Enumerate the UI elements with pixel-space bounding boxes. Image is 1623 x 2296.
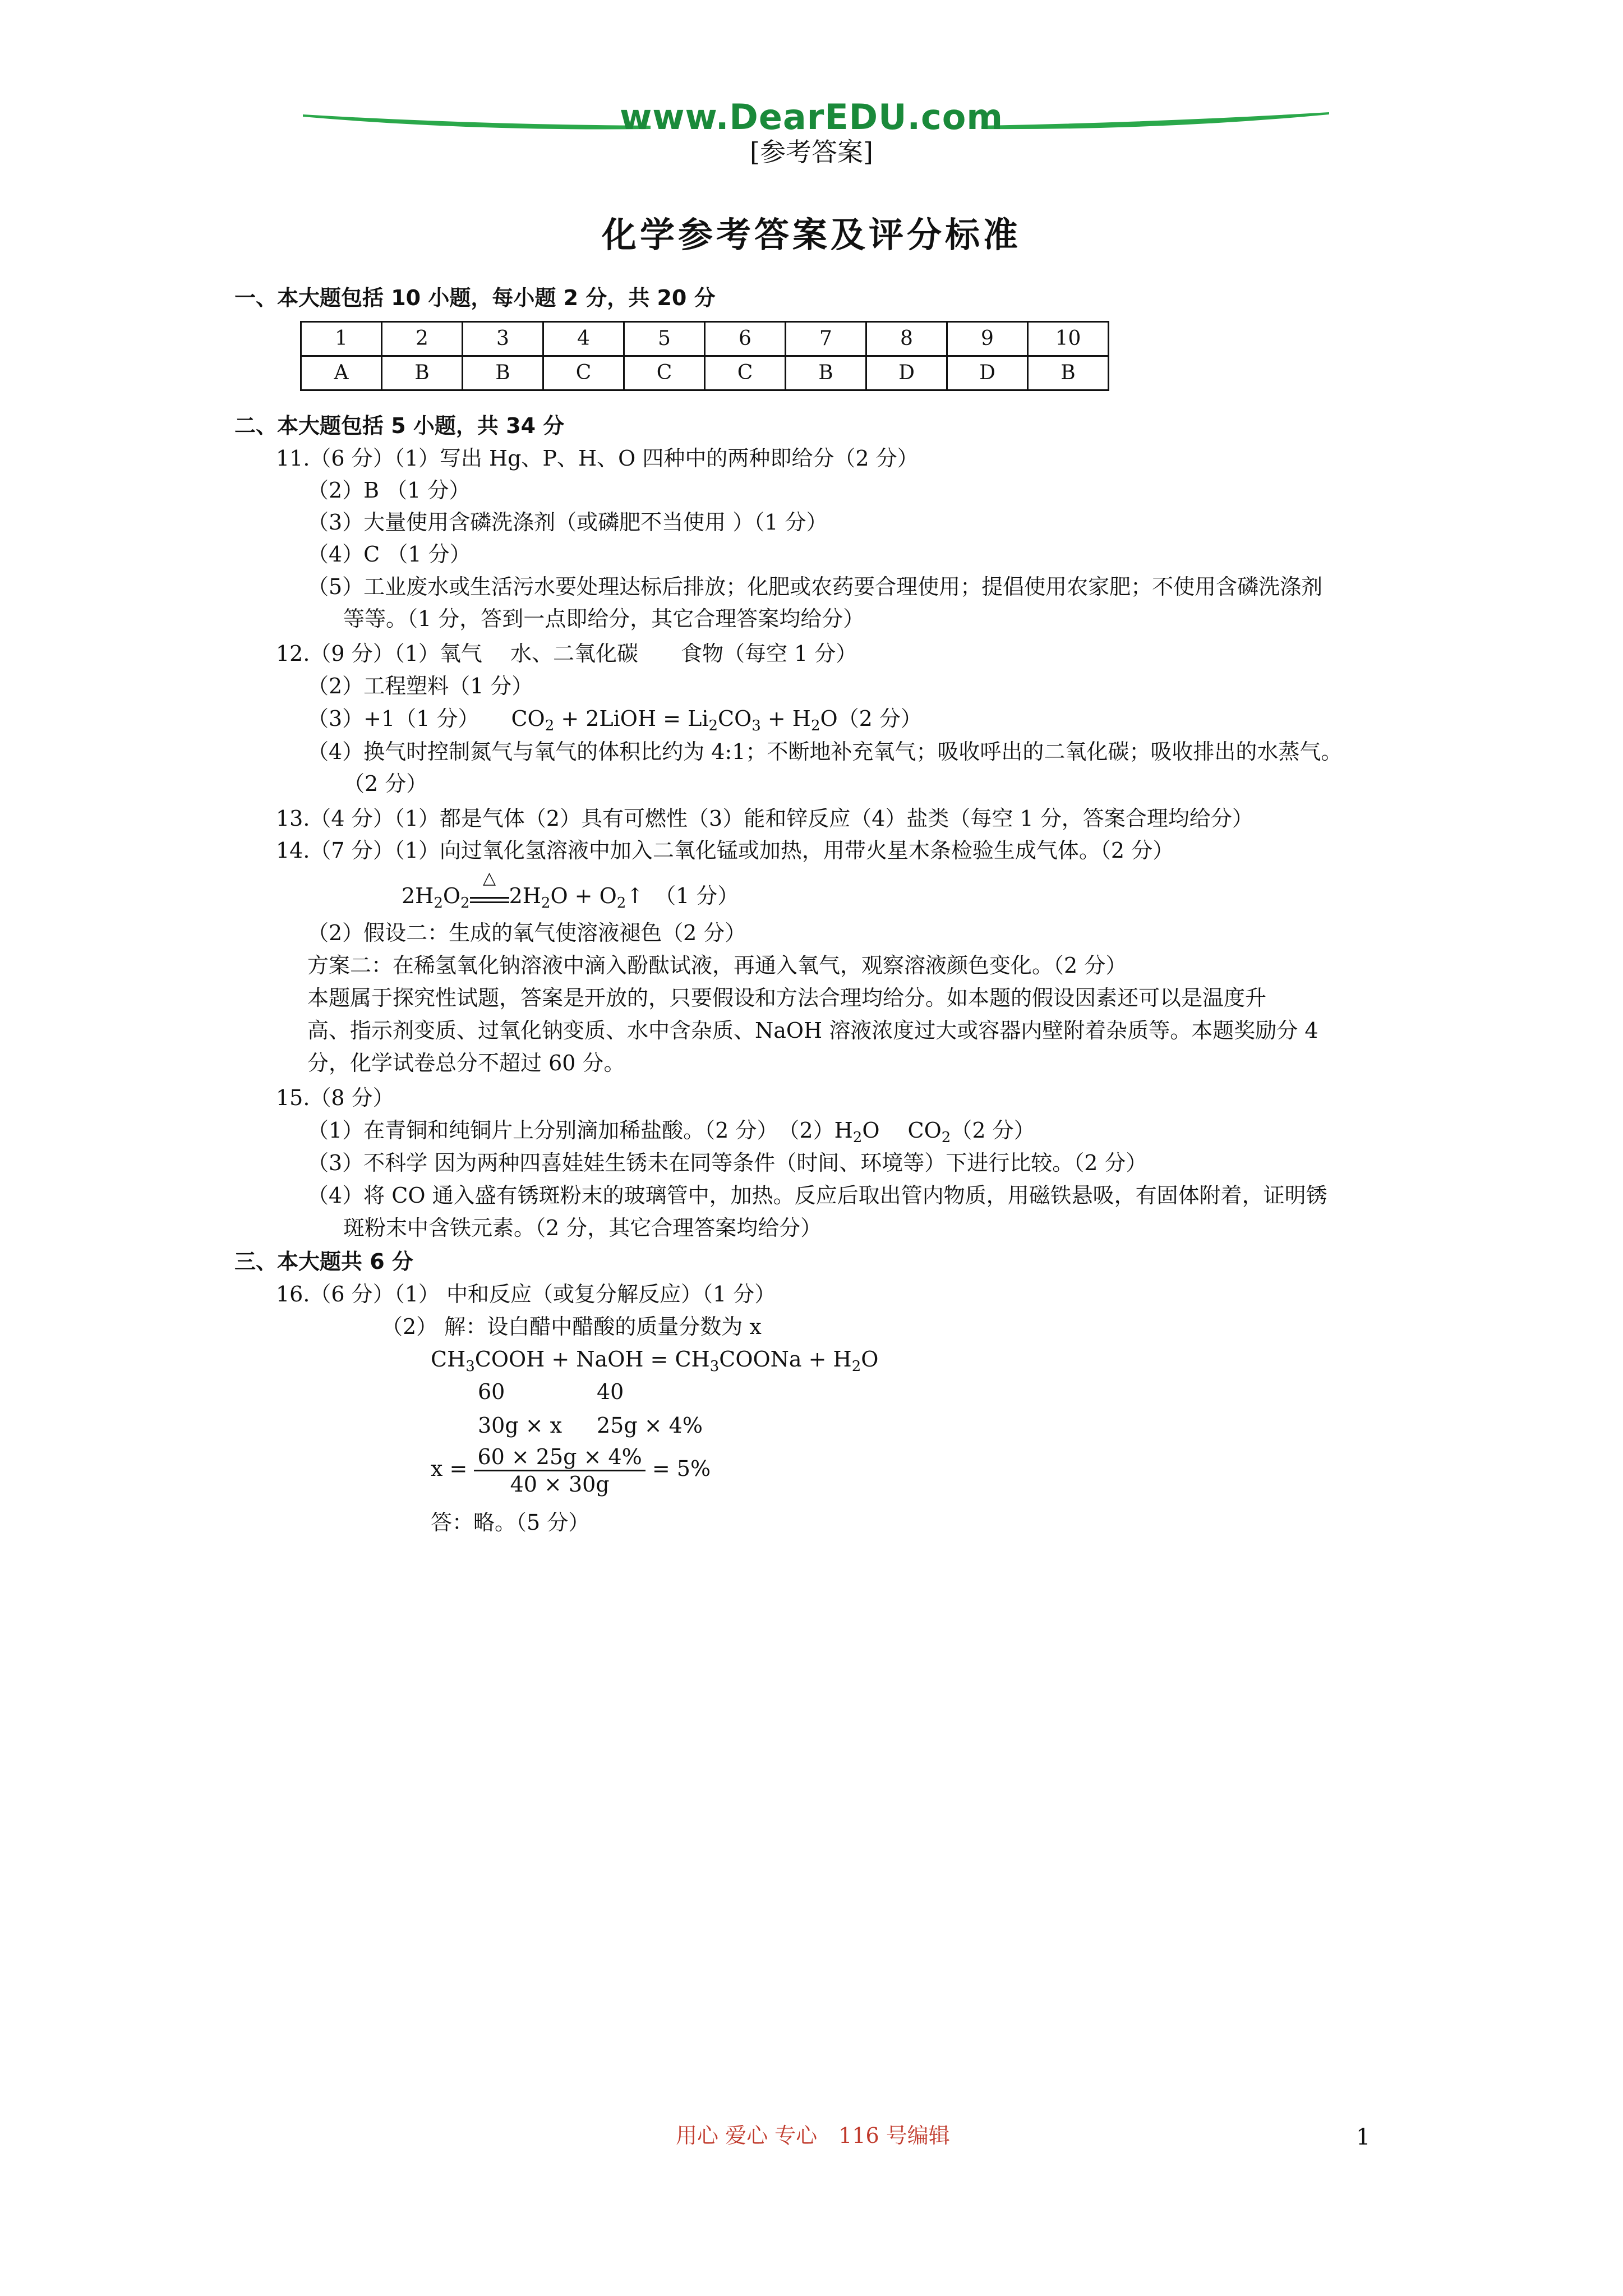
- subscript: 2: [941, 1129, 951, 1146]
- q11-line: 等等。（1 分，答到一点即给分，其它合理答案均给分）: [343, 606, 865, 631]
- q14-line: 14.（7 分）（1）向过氧化氢溶液中加入二氧化锰或加热，用带火星木条检验生成气体。（2 分）: [276, 838, 1174, 863]
- q14-equation: [402, 868, 739, 912]
- answer-table: [300, 321, 1109, 391]
- text-fragment: CO: [718, 706, 752, 731]
- table-cell: C: [705, 356, 786, 390]
- text-fragment: 2H: [509, 884, 541, 908]
- q15-line: （4）将 CO 通入盛有锈斑粉末的玻璃管中，加热。反应后取出管内物质，用磁铁悬吸，有固体附着，证明锈: [307, 1183, 1327, 1208]
- q11-line: （4）C （1 分）: [307, 542, 471, 567]
- solution-formula: [431, 1446, 711, 1495]
- q15-line: 15.（8 分）: [276, 1085, 394, 1110]
- text-fragment: ↑ （1 分）: [626, 884, 739, 908]
- denominator: 40 × 30g: [510, 1472, 610, 1497]
- q11-line: （2）B （1 分）: [307, 478, 471, 503]
- table-cell: 5: [624, 322, 705, 356]
- q11-line: （3）大量使用含磷洗涤剂（或磷肥不当使用 ）（1 分）: [307, 510, 828, 535]
- section-1-heading: 一、本大题包括 10 小题，每小题 2 分，共 20 分: [234, 286, 716, 310]
- table-cell: B: [463, 356, 543, 390]
- molar-mass-2: 40: [597, 1379, 624, 1404]
- q16-equation: [431, 1349, 878, 1374]
- table-cell: D: [947, 356, 1028, 390]
- q12-line: （4）换气时控制氮气与氧气的体积比约为 4:1；不断地补充氧气；吸收呼出的二氧化碳；吸收排出的水蒸气。: [307, 739, 1343, 764]
- final-answer: 答：略。（5 分）: [431, 1510, 590, 1535]
- text-fragment: + H: [760, 706, 811, 731]
- text-fragment: O + O: [550, 884, 617, 908]
- q14-line: 高、指示剂变质、过氧化钠变质、水中含杂质、NaOH 溶液浓度过大或容器内壁附着杂质等。本题奖励分 4: [307, 1018, 1318, 1043]
- table-cell: 9: [947, 322, 1028, 356]
- subscript: 2: [851, 1358, 861, 1375]
- subscript: 3: [751, 717, 761, 734]
- text-fragment: COOH + NaOH = CH: [474, 1347, 710, 1372]
- q15-line: [307, 1120, 1035, 1145]
- table-cell: 4: [543, 322, 624, 356]
- text-fragment: （2 分）: [951, 1118, 1035, 1143]
- q13-line: 13.（4 分）（1）都是气体（2）具有可燃性（3）能和锌反应（4）盐类（每空 1 分，答案合理均给分）: [276, 806, 1253, 831]
- text-fragment: 2H: [402, 884, 434, 908]
- subscript: 2: [616, 895, 626, 912]
- table-cell: 2: [382, 322, 463, 356]
- table-cell: 7: [786, 322, 866, 356]
- table-cell: A: [301, 356, 382, 390]
- q14-line: 本题属于探究性试题，答案是开放的，只要假设和方法合理均给分。如本题的假设因素还可以是温度升: [307, 986, 1267, 1010]
- subscript: 2: [541, 895, 551, 912]
- table-cell: 10: [1028, 322, 1109, 356]
- text-fragment: O CO: [862, 1118, 942, 1143]
- text-fragment: COONa + H: [719, 1347, 852, 1372]
- table-cell: 3: [463, 322, 543, 356]
- site-title[interactable]: www.DearEDU.com: [619, 96, 1003, 137]
- text-fragment: O: [861, 1347, 879, 1372]
- table-cell: B: [382, 356, 463, 390]
- q14-line: 方案二：在稀氢氧化钠溶液中滴入酚酞试液，再通入氧气，观察溶液颜色变化。（2 分）: [307, 953, 1127, 978]
- page-number: 1: [1356, 2124, 1371, 2150]
- q16-line: 16.（6 分）（1） 中和反应（或复分解反应）（1 分）: [276, 1282, 776, 1306]
- q14-line: 分，化学试卷总分不超过 60 分。: [307, 1051, 625, 1075]
- equals-bar: [470, 897, 509, 903]
- q11-line: （5）工业废水或生活污水要处理达标后排放；化肥或农药要合理使用；提倡使用农家肥；不使用含磷洗涤剂: [307, 574, 1323, 599]
- mass-1: 30g × x: [478, 1413, 562, 1438]
- q11-line: 11.（6 分）（1）写出 Hg、P、H、O 四种中的两种即给分（2 分）: [276, 446, 919, 471]
- text-fragment: O: [442, 884, 461, 908]
- mass-2: 25g × 4%: [597, 1413, 703, 1438]
- section-3-heading: 三、本大题共 6 分: [234, 1249, 413, 1274]
- text-fragment: （1）在青铜和纯铜片上分别滴加稀盐酸。（2 分） （2）H: [307, 1118, 853, 1143]
- text-fragment: O（2 分）: [820, 706, 922, 731]
- subscript: 3: [465, 1358, 475, 1375]
- table-cell: 6: [705, 322, 786, 356]
- table-cell: 8: [866, 322, 947, 356]
- subscript: 2: [708, 717, 718, 734]
- subscript: 2: [460, 895, 470, 912]
- footer-text: 用心 爱心 专心 116 号编辑: [676, 2123, 950, 2148]
- table-cell: C: [543, 356, 624, 390]
- text-fragment: x =: [431, 1456, 468, 1481]
- table-cell: B: [786, 356, 866, 390]
- section-2-heading: 二、本大题包括 5 小题，共 34 分: [234, 413, 565, 438]
- table-cell: D: [866, 356, 947, 390]
- table-cell: 1: [301, 322, 382, 356]
- delta-symbol: △: [483, 868, 496, 888]
- subscript: 2: [852, 1129, 863, 1146]
- q15-line: （3）不科学 因为两种四喜娃娃生锈未在同等条件（时间、环境等）下进行比较。（2 分）: [307, 1151, 1147, 1175]
- table-cell: B: [1028, 356, 1109, 390]
- text-fragment: CH: [431, 1347, 466, 1372]
- q14-line: （2）假设二：生成的氧气使溶液褪色（2 分）: [307, 921, 746, 945]
- q12-equation-line: [307, 708, 922, 733]
- text-fragment: = 5%: [652, 1456, 711, 1481]
- text-fragment: （3）+1（1 分） CO: [307, 706, 545, 731]
- q12-line: （2）工程塑料（1 分）: [307, 674, 533, 698]
- fraction: [474, 1446, 645, 1495]
- molar-mass-1: 60: [478, 1379, 505, 1404]
- q16-line: （2） 解：设白醋中醋酸的质量分数为 x: [381, 1314, 762, 1339]
- table-cell: C: [624, 356, 705, 390]
- q15-line: 斑粉末中含铁元素。（2 分，其它合理答案均给分）: [343, 1216, 822, 1240]
- numerator: 60 × 25g × 4%: [474, 1446, 645, 1471]
- page-title: 化学参考答案及评分标准: [601, 214, 1021, 255]
- table-row-numbers: [301, 322, 1109, 356]
- text-fragment: + 2LiOH = Li: [554, 706, 709, 731]
- q12-line: 12.（9 分）（1）氧气 水、二氧化碳 食物（每空 1 分）: [276, 641, 857, 666]
- subscript: 2: [434, 895, 443, 912]
- subscript: 3: [709, 1358, 720, 1375]
- q12-line: （2 分）: [343, 771, 428, 796]
- subscript: 2: [545, 717, 555, 734]
- answer-label: [参考答案]: [750, 137, 873, 167]
- table-row-answers: [301, 356, 1109, 390]
- heat-arrow: [470, 868, 509, 903]
- subscript: 2: [810, 717, 820, 734]
